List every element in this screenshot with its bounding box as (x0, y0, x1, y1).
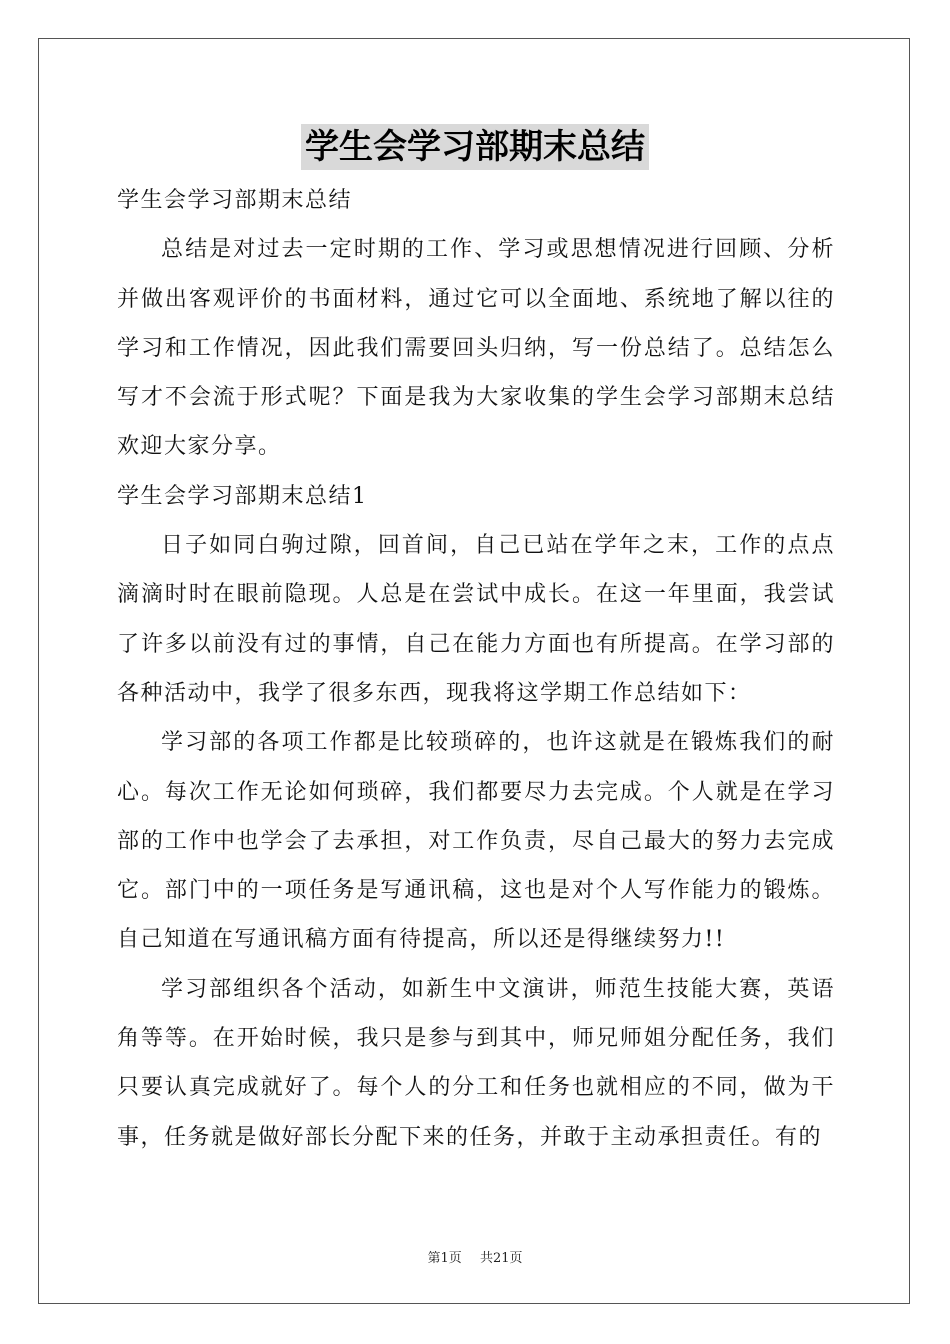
page-number: 第1页 (427, 1251, 462, 1266)
document-title: 学生会学习部期末总结 (301, 124, 649, 170)
section-heading: 学生会学习部期末总结1 (117, 483, 368, 509)
page-total: 共21页 (479, 1251, 523, 1266)
paragraph: 学习部组织各个活动，如新生中文演讲，师范生技能大赛，英语角等等。在开始时候，我只是参与到其中，师兄师姐分配任务，我们只要认真完成就好了。每个人的分工和任务也就相应的不同，做为干事，任务就是做好部长分配下来的任务，并敢于主动承担责任。有的 (117, 976, 835, 1150)
document-body (117, 176, 835, 1162)
paragraph: 日子如同白驹过隙，回首间，自己已站在学年之末，工作的点点滴滴时时在眼前隐现。人总是在尝试中成长。在这一年里面，我尝试了许多以前没有过的事情，自己在能力方面也有所提高。在学习部的各种活动中，我学了很多东西，现我将这学期工作总结如下： (117, 533, 835, 706)
title-container (0, 124, 950, 170)
page-footer (0, 1247, 950, 1266)
paragraph: 学生会学习部期末总结 (117, 188, 353, 213)
paragraph: 总结是对过去一定时期的工作、学习或思想情况进行回顾、分析并做出客观评价的书面材料，通过它可以全面地、系统地了解以往的学习和工作情况，因此我们需要回头归纳，写一份总结了。总结怎么写才不会流于形式呢？下面是我为大家收集的学生会学习部期末总结欢迎大家分享。 (117, 237, 835, 460)
paragraph: 学习部的各项工作都是比较琐碎的，也许这就是在锻炼我们的耐心。每次工作无论如何琐碎，我们都要尽力去完成。个人就是在学习部的工作中也学会了去承担，对工作负责，尽自己最大的努力去完成它。部门中的一项任务是写通讯稿，这也是对个人写作能力的锻炼。自己知道在写通讯稿方面有待提高，所以还是得继续努力!! (117, 730, 835, 953)
